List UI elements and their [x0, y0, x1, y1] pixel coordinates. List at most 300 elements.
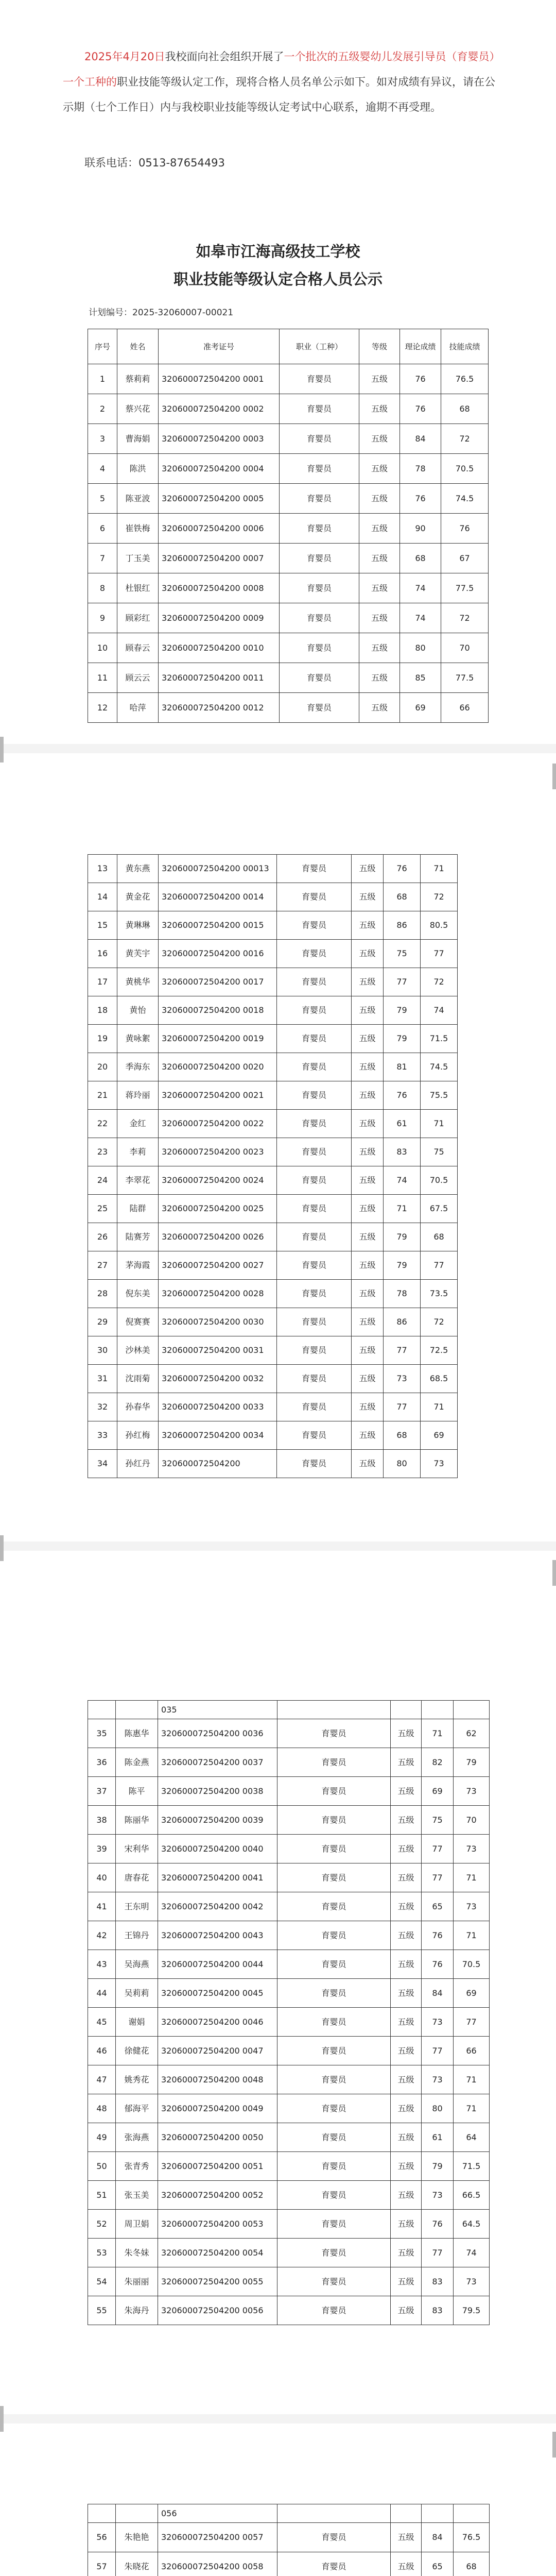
cell-name: 陈丽华 — [116, 1806, 158, 1835]
cell-no: 40 — [88, 1863, 116, 1892]
cell-theory: 79 — [384, 1251, 421, 1280]
cell-skill: 71.5 — [454, 2152, 490, 2181]
cell-skill: 72.5 — [421, 1336, 458, 1365]
cell-level: 五级 — [352, 996, 384, 1025]
cell-theory: 68 — [400, 544, 441, 573]
table-row — [88, 1748, 490, 1777]
notice-paragraph — [63, 44, 495, 120]
cell-theory: 79 — [384, 996, 421, 1025]
table-row — [88, 1138, 458, 1166]
cell-no: 9 — [88, 603, 117, 633]
header-no: 序号 — [88, 329, 117, 364]
cell-no: 52 — [88, 2210, 116, 2239]
cell-level: 五级 — [359, 424, 400, 454]
cell-theory: 77 — [422, 2037, 454, 2065]
cell-theory: 68 — [384, 883, 421, 911]
table-row — [88, 2152, 490, 2181]
cell-name: 陈金燕 — [116, 1748, 158, 1777]
table-row — [88, 1365, 458, 1393]
cell-theory: 84 — [400, 424, 441, 454]
cell-job: 育婴员 — [277, 1950, 391, 1979]
cell-no: 50 — [88, 2152, 116, 2181]
cell-level: 五级 — [359, 544, 400, 573]
cell-level: 五级 — [359, 603, 400, 633]
cell-level: 五级 — [359, 573, 400, 603]
table-row — [88, 1053, 458, 1081]
cell-job: 育婴员 — [277, 2210, 391, 2239]
cell-cert: 320600072504200 0020 — [159, 1053, 277, 1081]
cell-theory: 68 — [384, 1421, 421, 1450]
cell-skill: 64 — [454, 2123, 490, 2152]
cell-no: 46 — [88, 2037, 116, 2065]
cell-cert: 320600072504200 0046 — [158, 2008, 277, 2037]
cell-name: 王锦丹 — [116, 1921, 158, 1950]
cell-level: 五级 — [352, 855, 384, 883]
cell-no: 30 — [88, 1336, 117, 1365]
cell-cert: 320600072504200 0025 — [159, 1195, 277, 1223]
cell-skill: 71 — [454, 2065, 490, 2094]
cell-cert: 320600072504200 0014 — [159, 883, 277, 911]
cell-cert: 320600072504200 0018 — [159, 996, 277, 1025]
cell-job: 育婴员 — [277, 1223, 352, 1251]
cell-theory: 77 — [422, 1863, 454, 1892]
table-row — [88, 1308, 458, 1336]
cell-cert: 320600072504200 0026 — [159, 1223, 277, 1251]
cell-job: 育婴员 — [277, 1195, 352, 1223]
page-title: 职业技能等级认定合格人员公示 — [173, 270, 383, 288]
header-name: 姓名 — [117, 329, 159, 364]
cell-cert: 320600072504200 0042 — [158, 1892, 277, 1921]
cell-job: 育婴员 — [280, 603, 359, 633]
cell-theory: 78 — [400, 454, 441, 484]
cell-level: 五级 — [391, 1777, 422, 1806]
cell-theory: 69 — [422, 1777, 454, 1806]
cell-name: 蒋玲丽 — [117, 1081, 159, 1110]
table-row — [88, 1393, 458, 1421]
cell-skill: 72 — [441, 424, 489, 454]
cell-skill: 77 — [421, 940, 458, 968]
table-header-row — [88, 329, 489, 364]
cell-job: 育婴员 — [280, 484, 359, 514]
table-row — [88, 1166, 458, 1195]
cell-cert: 320600072504200 0009 — [159, 603, 280, 633]
cell-name: 李翠花 — [117, 1166, 159, 1195]
cell-job: 育婴员 — [277, 911, 352, 940]
cell-job: 育婴员 — [277, 1863, 391, 1892]
cell-theory: 74 — [400, 603, 441, 633]
cell-no: 39 — [88, 1835, 116, 1863]
cell-job: 育婴员 — [277, 940, 352, 968]
cell-skill: 71 — [421, 1393, 458, 1421]
cell-no: 37 — [88, 1777, 116, 1806]
cell-no: 26 — [88, 1223, 117, 1251]
cell-skill: 71.5 — [421, 1025, 458, 1053]
cell-name: 张玉美 — [116, 2181, 158, 2210]
cell-cert: 320600072504200 0051 — [158, 2152, 277, 2181]
cell-cert: 320600072504200 — [159, 1450, 277, 1478]
cell-no: 21 — [88, 1081, 117, 1110]
cell-skill: 71 — [454, 1863, 490, 1892]
cell-job: 育婴员 — [277, 1748, 391, 1777]
cell-no: 19 — [88, 1025, 117, 1053]
table-row — [88, 454, 489, 484]
table-row — [88, 2210, 490, 2239]
cell-job: 育婴员 — [277, 1251, 352, 1280]
cell-level: 五级 — [352, 911, 384, 940]
cell-theory: 75 — [422, 1806, 454, 1835]
cell-no: 55 — [88, 2296, 116, 2325]
cell-skill: 67.5 — [421, 1195, 458, 1223]
cell-job: 育婴员 — [277, 2239, 391, 2267]
cell-skill: 68 — [454, 2552, 490, 2576]
cell-job: 育婴员 — [277, 1081, 352, 1110]
cell-name: 徐健花 — [116, 2037, 158, 2065]
cell-theory: 86 — [384, 1308, 421, 1336]
cell-cert: 320600072504200 0040 — [158, 1835, 277, 1863]
cell-skill: 74 — [454, 2239, 490, 2267]
table-row — [88, 1081, 458, 1110]
page-gap — [0, 2406, 556, 2504]
table-row — [88, 1863, 490, 1892]
cell-cert: 320600072504200 0006 — [159, 514, 280, 544]
cell-theory: 77 — [422, 2239, 454, 2267]
cell-name: 茅海霞 — [117, 1251, 159, 1280]
cell-no: 18 — [88, 996, 117, 1025]
cell-level: 五级 — [391, 2267, 422, 2296]
cell-level: 五级 — [391, 1950, 422, 1979]
cell-skill: 77 — [421, 1251, 458, 1280]
table-row — [88, 514, 489, 544]
cell-theory: 76 — [384, 1081, 421, 1110]
cell-skill: 80.5 — [421, 911, 458, 940]
table-row — [88, 573, 489, 603]
cell-no: 56 — [88, 2523, 116, 2552]
cell-skill: 73 — [454, 1892, 490, 1921]
cell-theory: 65 — [422, 2552, 454, 2576]
cell-cert: 320600072504200 0023 — [159, 1138, 277, 1166]
cell-no: 25 — [88, 1195, 117, 1223]
cell-name: 曹海娟 — [117, 424, 159, 454]
cell-skill: 72 — [421, 1308, 458, 1336]
cell-job: 育婴员 — [280, 663, 359, 693]
cell-level: 五级 — [391, 2210, 422, 2239]
cell-no: 32 — [88, 1393, 117, 1421]
page-gap — [0, 1535, 556, 1618]
cell-skill: 73 — [454, 1777, 490, 1806]
cell-name: 黄金花 — [117, 883, 159, 911]
cell-cert: 320600072504200 0032 — [159, 1365, 277, 1393]
cell-skill: 76.5 — [441, 364, 489, 394]
cell-skill: 71 — [454, 2094, 490, 2123]
cell-cert: 320600072504200 0022 — [159, 1110, 277, 1138]
cell-job: 育婴员 — [277, 855, 352, 883]
cell-level: 五级 — [352, 1223, 384, 1251]
cell-job: 育婴员 — [277, 1450, 352, 1478]
cell-job: 育婴员 — [277, 1979, 391, 2008]
cell-level: 五级 — [359, 364, 400, 394]
results-table-1 — [88, 329, 489, 723]
table-row — [88, 2181, 490, 2210]
cell-skill: 79 — [454, 1748, 490, 1777]
cell-job: 育婴员 — [277, 1308, 352, 1336]
cell-level: 五级 — [352, 1393, 384, 1421]
cell-skill: 68.5 — [421, 1365, 458, 1393]
cell-cert: 320600072504200 0039 — [158, 1806, 277, 1835]
cell-level: 五级 — [391, 1835, 422, 1863]
table-row — [88, 1892, 490, 1921]
cell-cert: 320600072504200 0050 — [158, 2123, 277, 2152]
cell-job: 育婴员 — [277, 2094, 391, 2123]
cell-level: 五级 — [359, 514, 400, 544]
header-theory: 理论成绩 — [400, 329, 441, 364]
cell-job: 育婴员 — [277, 2152, 391, 2181]
cell-skill: 66 — [441, 693, 489, 723]
cell-theory: 78 — [384, 1280, 421, 1308]
cell-name: 黄咏絮 — [117, 1025, 159, 1053]
cell-name: 蔡兴花 — [117, 394, 159, 424]
cell-job: 育婴员 — [277, 2552, 391, 2576]
page-3 — [0, 1618, 556, 2406]
cell-no: 12 — [88, 693, 117, 723]
cell-cert: 320600072504200 0048 — [158, 2065, 277, 2094]
cell-name: 陆群 — [117, 1195, 159, 1223]
cell-cert: 320600072504200 0007 — [159, 544, 280, 573]
cell-no: 51 — [88, 2181, 116, 2210]
cell-level: 五级 — [359, 394, 400, 424]
cell-theory: 69 — [400, 693, 441, 723]
cell-level: 五级 — [391, 2181, 422, 2210]
cell-job: 育婴员 — [277, 968, 352, 996]
cell-theory: 73 — [422, 2181, 454, 2210]
cell-cert: 320600072504200 0044 — [158, 1950, 277, 1979]
header-cert: 准考证号 — [159, 329, 280, 364]
table-row — [88, 2552, 490, 2576]
cell-level: 五级 — [391, 1892, 422, 1921]
cell-job: 育婴员 — [277, 1835, 391, 1863]
notice-date: 2025年4月20日 — [84, 50, 165, 63]
cell-level: 五级 — [352, 1110, 384, 1138]
cell-cert: 320600072504200 0019 — [159, 1025, 277, 1053]
cell-job: 育婴员 — [277, 1719, 391, 1748]
table-row — [88, 1336, 458, 1365]
cell-level: 五级 — [391, 2065, 422, 2094]
cell-skill: 74 — [421, 996, 458, 1025]
cell-name: 顾彩红 — [117, 603, 159, 633]
cell-job: 育婴员 — [280, 514, 359, 544]
cell-skill: 72 — [421, 968, 458, 996]
cell-no: 1 — [88, 364, 117, 394]
cell-name: 顾春云 — [117, 633, 159, 663]
table-row — [88, 2037, 490, 2065]
cell-level: 五级 — [391, 2123, 422, 2152]
cell-skill: 77 — [454, 2008, 490, 2037]
cell-theory: 79 — [384, 1223, 421, 1251]
cell-name: 陈亚波 — [117, 484, 159, 514]
cell-no: 20 — [88, 1053, 117, 1081]
cell-name: 朱冬妹 — [116, 2239, 158, 2267]
table-row — [88, 940, 458, 968]
cell-level: 五级 — [391, 1806, 422, 1835]
cell-skill: 62 — [454, 1719, 490, 1748]
cell-skill: 75.5 — [421, 1081, 458, 1110]
table-row — [88, 2267, 490, 2296]
cell-name: 沙林美 — [117, 1336, 159, 1365]
page-4 — [0, 2504, 556, 2576]
table-row — [88, 1280, 458, 1308]
cell-skill: 72 — [421, 883, 458, 911]
cell-name: 黄桃华 — [117, 968, 159, 996]
cell-no: 36 — [88, 1748, 116, 1777]
cell-level: 五级 — [391, 1979, 422, 2008]
table-row — [88, 968, 458, 996]
cell-level: 五级 — [391, 2037, 422, 2065]
cell-job: 育婴员 — [277, 1777, 391, 1806]
cell-name: 张海燕 — [116, 2123, 158, 2152]
cell-skill: 68 — [421, 1223, 458, 1251]
cell-theory: 79 — [422, 2152, 454, 2181]
cell-cert: 320600072504200 0038 — [158, 1777, 277, 1806]
school-name: 如皋市江海高级技工学校 — [196, 243, 360, 260]
cell-level: 五级 — [391, 2152, 422, 2181]
header-level: 等级 — [359, 329, 400, 364]
cell-no: 27 — [88, 1251, 117, 1280]
cell-job: 育婴员 — [277, 2267, 391, 2296]
cell-level: 五级 — [391, 2008, 422, 2037]
cell-no: 47 — [88, 2065, 116, 2094]
cell-skill: 74.5 — [421, 1053, 458, 1081]
table-row — [88, 1421, 458, 1450]
cell-theory: 77 — [422, 1835, 454, 1863]
cell-skill: 68 — [441, 394, 489, 424]
cell-level: 五级 — [352, 940, 384, 968]
cell-job: 育婴员 — [277, 2008, 391, 2037]
cell-theory: 82 — [422, 1748, 454, 1777]
results-table-3 — [88, 1700, 490, 2325]
cell-cert: 320600072504200 00013 — [159, 855, 277, 883]
cell-name: 杜银红 — [117, 573, 159, 603]
table-row — [88, 883, 458, 911]
cell-name: 唐春花 — [116, 1863, 158, 1892]
cell-job: 育婴员 — [280, 693, 359, 723]
cell-cert: 320600072504200 0053 — [158, 2210, 277, 2239]
cell-cert: 320600072504200 0015 — [159, 911, 277, 940]
cell-skill: 79.5 — [454, 2296, 490, 2325]
cell-name: 朱丽丽 — [116, 2267, 158, 2296]
cell-cert: 320600072504200 0036 — [158, 1719, 277, 1748]
cell-level: 五级 — [391, 2296, 422, 2325]
cell-name: 吴莉莉 — [116, 1979, 158, 2008]
cell-cert: 320600072504200 0002 — [159, 394, 280, 424]
table-row — [88, 1251, 458, 1280]
cell-cert: 320600072504200 0057 — [158, 2523, 277, 2552]
cell-no: 14 — [88, 883, 117, 911]
cell-theory: 74 — [400, 573, 441, 603]
cell-skill: 73.5 — [421, 1280, 458, 1308]
cell-cert: 320600072504200 0011 — [159, 663, 280, 693]
table-row — [88, 663, 489, 693]
cell-no: 43 — [88, 1950, 116, 1979]
cell-skill: 70.5 — [454, 1950, 490, 1979]
cell-level: 五级 — [359, 454, 400, 484]
cell-level: 五级 — [391, 2552, 422, 2576]
cell-cert: 320600072504200 0055 — [158, 2267, 277, 2296]
notice-highlight: 一个批次的五级婴幼儿发展引导员（育婴员）一个工种的 — [63, 50, 495, 88]
cell-name: 周卫娟 — [116, 2210, 158, 2239]
cell-theory: 76 — [400, 394, 441, 424]
cell-cert: 320600072504200 0001 — [159, 364, 280, 394]
cell-theory: 80 — [400, 633, 441, 663]
cell-name: 郁海平 — [116, 2094, 158, 2123]
cell-level: 五级 — [352, 1195, 384, 1223]
cell-no: 48 — [88, 2094, 116, 2123]
cell-level: 五级 — [352, 1308, 384, 1336]
cell-job: 育婴员 — [277, 2123, 391, 2152]
cell-name: 孙红丹 — [117, 1450, 159, 1478]
cell-name: 吴海燕 — [116, 1950, 158, 1979]
cell-level: 五级 — [352, 1421, 384, 1450]
cell-level: 五级 — [352, 1280, 384, 1308]
cell-cert: 320600072504200 0008 — [159, 573, 280, 603]
cell-level: 五级 — [391, 2523, 422, 2552]
cell-no: 54 — [88, 2267, 116, 2296]
table-row — [88, 693, 489, 723]
cell-cert: 320600072504200 0041 — [158, 1863, 277, 1892]
table-row — [88, 1777, 490, 1806]
cell-theory: 83 — [422, 2296, 454, 2325]
table-row — [88, 1921, 490, 1950]
cell-cert: 320600072504200 0031 — [159, 1336, 277, 1365]
cell-theory: 83 — [384, 1138, 421, 1166]
cell-cert: 320600072504200 0003 — [159, 424, 280, 454]
results-table-2 — [88, 854, 458, 1478]
table-row — [88, 1719, 490, 1748]
table-row-carry — [88, 1701, 490, 1719]
cell-theory: 74 — [384, 1166, 421, 1195]
cell-name: 金红 — [117, 1110, 159, 1138]
cell-job: 育婴员 — [277, 2037, 391, 2065]
cell-no: 38 — [88, 1806, 116, 1835]
table-row — [88, 1835, 490, 1863]
cell-cert: 320600072504200 0052 — [158, 2181, 277, 2210]
cell-cert: 320600072504200 0054 — [158, 2239, 277, 2267]
cell-skill: 69 — [454, 1979, 490, 2008]
cell-name: 谢娟 — [116, 2008, 158, 2037]
table-row — [88, 394, 489, 424]
cell-job: 育婴员 — [277, 1393, 352, 1421]
page-1 — [0, 0, 556, 737]
cell-skill: 70 — [441, 633, 489, 663]
cell-theory: 85 — [400, 663, 441, 693]
cell-cert: 320600072504200 0021 — [159, 1081, 277, 1110]
cell-level: 五级 — [391, 1863, 422, 1892]
cell-skill: 70.5 — [441, 454, 489, 484]
cell-no: 8 — [88, 573, 117, 603]
cell-no: 3 — [88, 424, 117, 454]
cell-level: 五级 — [391, 1921, 422, 1950]
cell-theory: 83 — [422, 2267, 454, 2296]
cell-cert-carry: 035 — [158, 1701, 277, 1719]
cell-name: 沈雨菊 — [117, 1365, 159, 1393]
cell-no: 45 — [88, 2008, 116, 2037]
cell-job: 育婴员 — [277, 2065, 391, 2094]
cell-cert: 320600072504200 0017 — [159, 968, 277, 996]
cell-no: 34 — [88, 1450, 117, 1478]
table-row-carry — [88, 2504, 490, 2523]
cell-skill: 74.5 — [441, 484, 489, 514]
cell-name: 顾云云 — [117, 663, 159, 693]
cell-no: 5 — [88, 484, 117, 514]
cell-theory: 73 — [422, 2008, 454, 2037]
